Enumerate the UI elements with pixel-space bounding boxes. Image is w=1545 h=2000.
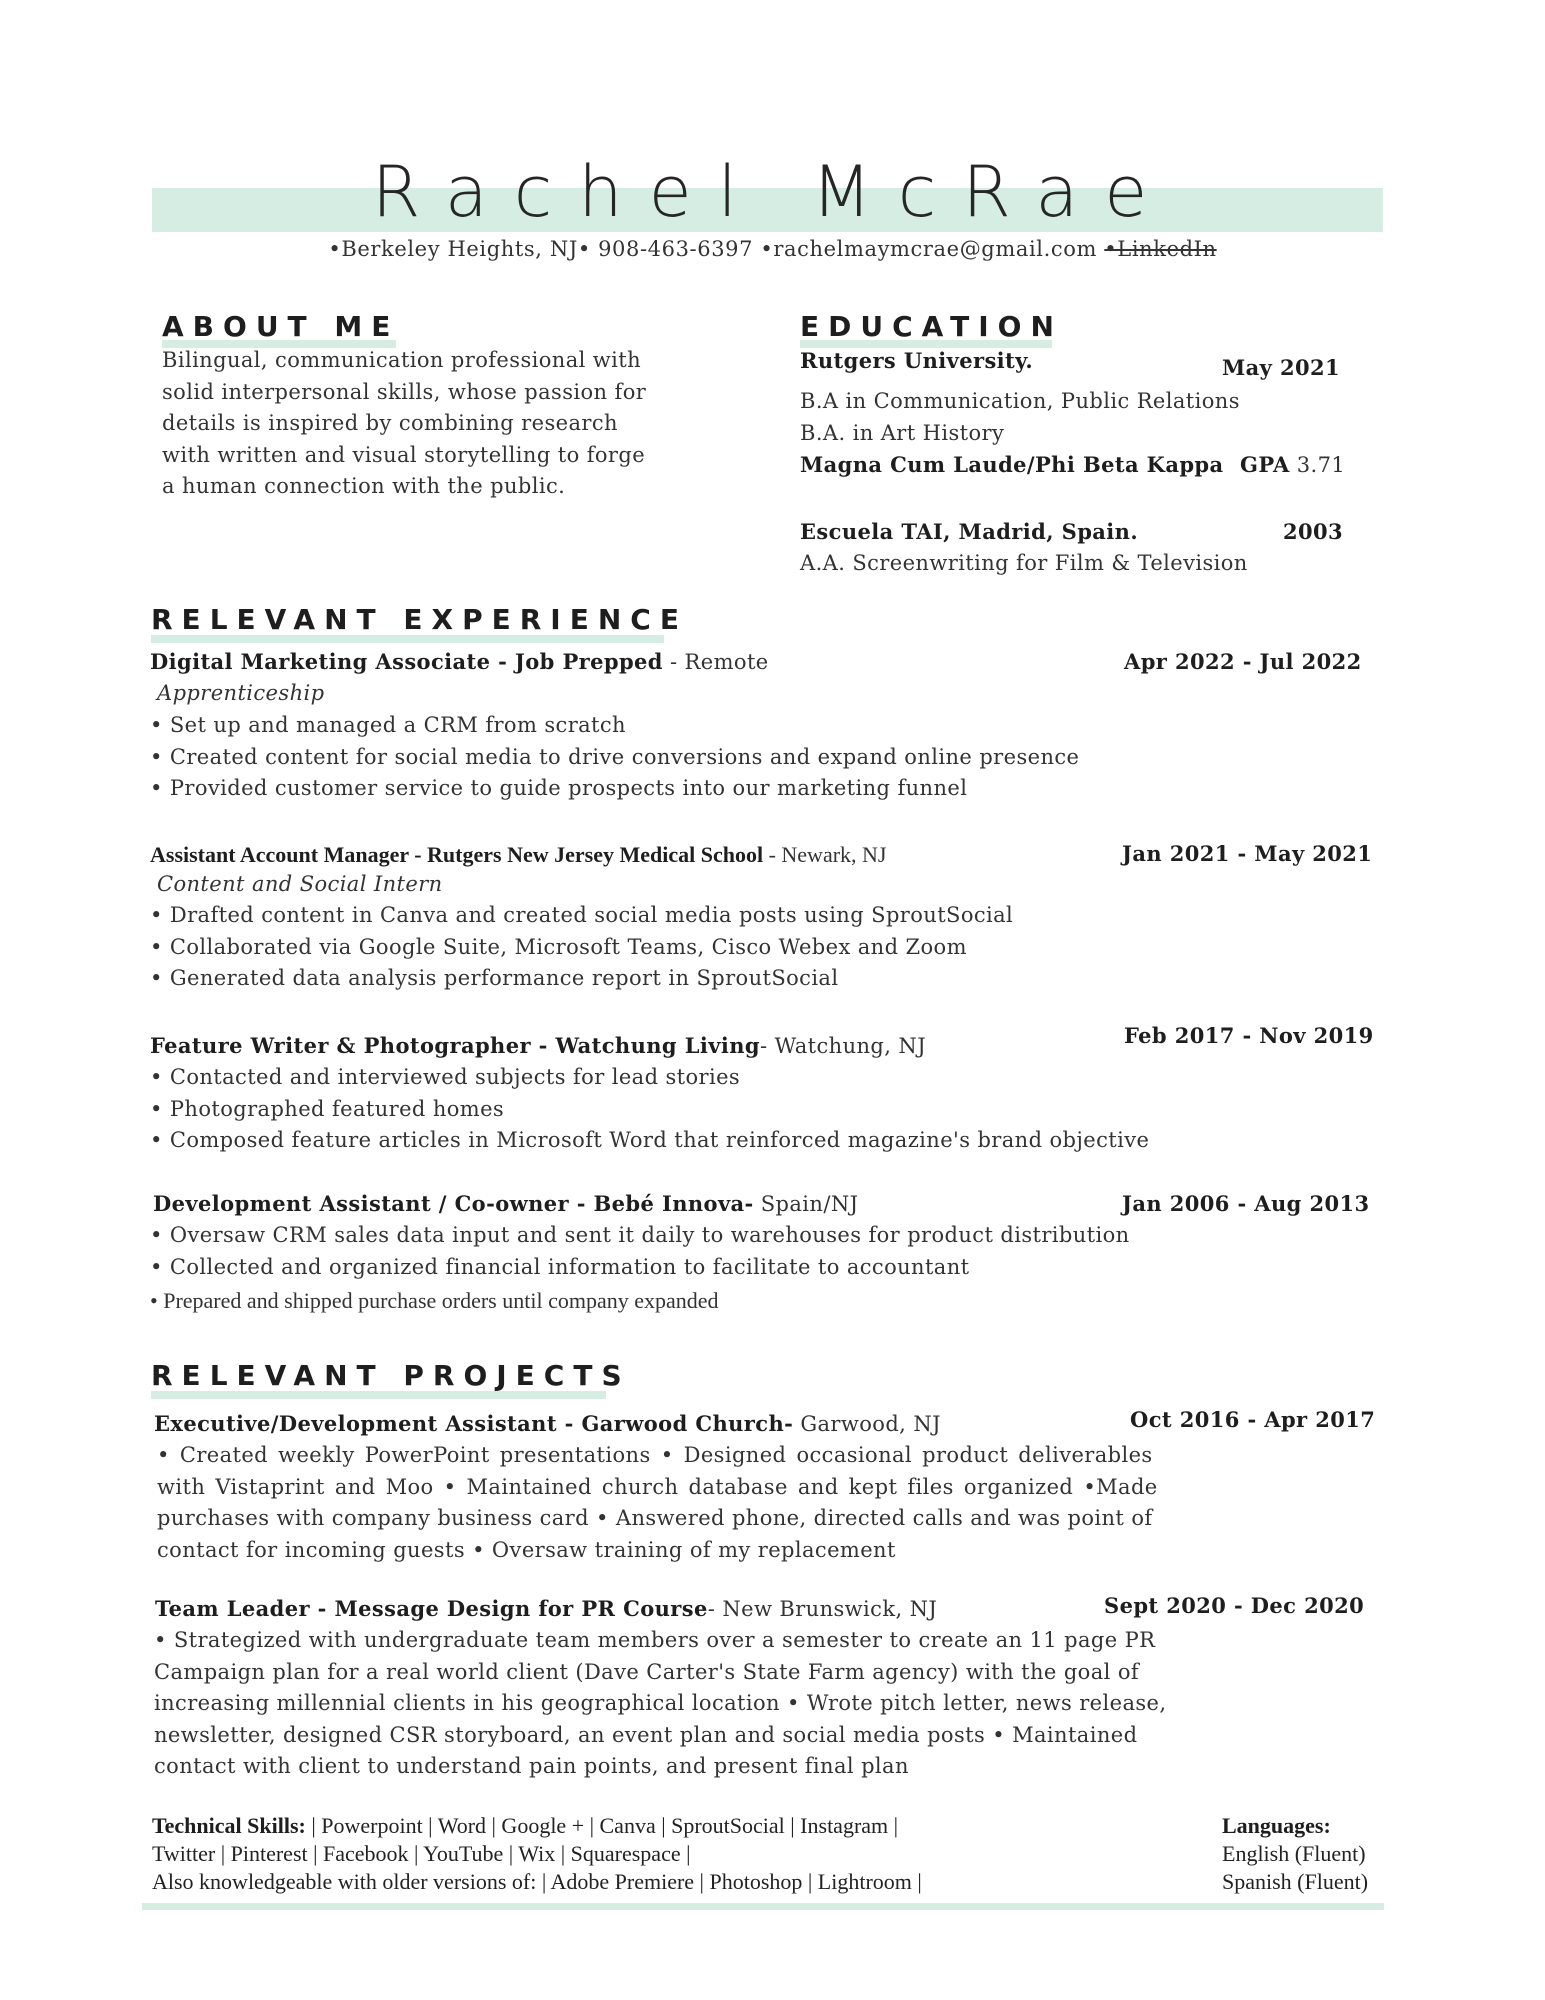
candidate-name: Rachel McRae: [371, 151, 1174, 233]
job-dates: Jan 2006 - Aug 2013: [1122, 1191, 1370, 1216]
project-dates: Oct 2016 - Apr 2017: [1130, 1407, 1376, 1432]
education-school-rutgers: Rutgers University.: [800, 348, 1034, 373]
job-bullet: • Created content for social media to drive conversions and expand online presence: [150, 744, 1080, 769]
project-line: newsletter, designed CSR storyboard, an event plan and social media posts • Maintained: [154, 1722, 1138, 1747]
job-dates: Jan 2021 - May 2021: [1122, 841, 1373, 866]
job-bullet: • Provided customer service to guide prospects into our marketing funnel: [150, 776, 968, 800]
education-degree-art: B.A. in Art History: [800, 421, 1005, 445]
job-title-line: [150, 842, 886, 868]
education-heading: EDUCATION: [800, 310, 1063, 343]
job-title-line: [150, 1030, 926, 1063]
project-location: - New Brunswick, NJ: [707, 1597, 938, 1621]
languages: [1222, 1812, 1368, 1896]
education-date-tai: 2003: [1283, 519, 1344, 544]
job-title: Digital Marketing Associate - Job Prepped: [150, 649, 663, 674]
gpa-label: GPA: [1240, 452, 1290, 477]
about-line: details is inspired by combining research: [162, 411, 618, 435]
gpa-value: 3.71: [1289, 453, 1346, 477]
job-bullets: [150, 710, 1079, 805]
project-line: increasing millennial clients in his geographical location • Wrote pitch letter, news release,: [154, 1691, 1167, 1715]
skills-label: Technical Skills:: [152, 1813, 306, 1838]
project-line: with Vistaprint and Moo • Maintained church database and kept files organized •Made: [157, 1474, 1158, 1499]
linkedin-link[interactable]: •LinkedIn: [1104, 237, 1217, 261]
project-line: Campaign plan for a real world client (Dave Carter's State Farm agency) with the goal of: [154, 1659, 1140, 1684]
job-bullets: [150, 1062, 1149, 1157]
job-bullet: • Collaborated via Google Suite, Microsoft Teams, Cisco Webex and Zoom: [150, 934, 967, 959]
job-bullet: • Photographed featured homes: [150, 1096, 505, 1121]
job-dates: Apr 2022 - Jul 2022: [1124, 649, 1362, 674]
education-degree-screenwriting: A.A. Screenwriting for Film & Television: [800, 551, 1248, 575]
job-location: - Remote: [662, 650, 769, 674]
project-title-line: [155, 1593, 937, 1626]
about-line: with written and visual storytelling to forge: [162, 442, 646, 467]
job-bullet: • Collected and organized financial information to facilitate to accountant: [150, 1254, 970, 1279]
project-title-line: [154, 1408, 941, 1441]
projects-heading: RELEVANT PROJECTS: [151, 1359, 631, 1392]
about-line: a human connection with the public.: [162, 474, 566, 498]
job-subtitle: Content and Social Intern: [157, 872, 443, 896]
about-line: solid interpersonal skills, whose passion for: [162, 379, 647, 404]
language-item: English (Fluent): [1222, 1841, 1366, 1866]
languages-label: Languages:: [1222, 1813, 1331, 1838]
project-dates: Sept 2020 - Dec 2020: [1104, 1593, 1365, 1618]
about-line: Bilingual, communication professional with: [162, 348, 642, 372]
contact-line: [0, 237, 1545, 261]
job-dates: Feb 2017 - Nov 2019: [1124, 1023, 1374, 1048]
job-bullet: • Set up and managed a CRM from scratch: [150, 713, 626, 737]
skills-line: Also knowledgeable with older versions of: | Adobe Premiere | Photoshop | Lightroom |: [152, 1869, 922, 1894]
job-title: Feature Writer & Photographer - Watchung Living: [150, 1033, 760, 1058]
contact-details: •Berkeley Heights, NJ• 908-463-6397 •rachelmaymcrae@gmail.com: [328, 237, 1105, 261]
footer-rule: [142, 1903, 1384, 1910]
job-location: - Watchung, NJ: [760, 1034, 927, 1058]
project-line: • Strategized with undergraduate team members over a semester to create an 11 page PR: [154, 1628, 1156, 1652]
language-item: Spanish (Fluent): [1222, 1869, 1369, 1894]
about-text: [162, 345, 682, 503]
job-bullet: • Oversaw CRM sales data input and sent it daily to warehouses for product distribution: [150, 1223, 1130, 1247]
skills-line: Twitter | Pinterest | Facebook | YouTube | Wix | Squarespace |: [152, 1841, 691, 1866]
job-subtitle: Apprenticeship: [157, 681, 325, 705]
job-title: Development Assistant / Co-owner - Bebé Innova-: [153, 1191, 754, 1216]
education-school-tai: Escuela TAI, Madrid, Spain.: [800, 519, 1139, 544]
project-title: Team Leader - Message Design for PR Course: [155, 1596, 708, 1621]
job-bullets: [150, 900, 1013, 995]
experience-heading: RELEVANT EXPERIENCE: [151, 603, 688, 636]
project-description: [157, 1440, 1187, 1566]
about-heading: ABOUT ME: [162, 310, 400, 343]
job-bullet: • Composed feature articles in Microsoft Word that reinforced magazine's brand objective: [150, 1128, 1150, 1152]
project-line: • Created weekly PowerPoint presentations • Designed occasional product deliverables: [157, 1443, 1153, 1467]
project-line: purchases with company business card • Answered phone, directed calls and was point of: [157, 1506, 1153, 1530]
technical-skills: [152, 1812, 922, 1896]
job-location: Spain/NJ: [753, 1192, 859, 1216]
job-bullet: • Generated data analysis performance report in SproutSocial: [150, 966, 839, 990]
job-bullet: • Prepared and shipped purchase orders until company expanded: [150, 1288, 719, 1313]
job-title-line: [153, 1188, 858, 1221]
job-bullets: [150, 1220, 1130, 1283]
job-bullet: • Contacted and interviewed subjects for lead stories: [150, 1065, 741, 1089]
skills-list: | Powerpoint | Word | Google + | Canva | SproutSocial | Instagram |: [305, 1813, 899, 1838]
education-degree-comm: B.A in Communication, Public Relations: [800, 389, 1240, 413]
education-gpa: [1240, 449, 1345, 482]
project-line: contact for incoming guests • Oversaw training of my replacement: [157, 1537, 896, 1562]
project-title: Executive/Development Assistant - Garwood Church-: [154, 1411, 794, 1436]
job-title-line: [150, 646, 769, 679]
education-date-rutgers: May 2021: [1222, 355, 1341, 380]
project-line: contact with client to understand pain points, and present final plan: [154, 1754, 909, 1778]
job-bullet: • Drafted content in Canva and created social media posts using SproutSocial: [150, 903, 1014, 927]
project-description: [154, 1625, 1166, 1783]
skills-line: [152, 1812, 922, 1840]
project-location: Garwood, NJ: [793, 1412, 941, 1436]
education-honors: Magna Cum Laude/Phi Beta Kappa: [800, 452, 1224, 477]
job-title: Assistant Account Manager - Rutgers New Jersey Medical School: [150, 842, 764, 867]
job-location: - Newark, NJ: [763, 842, 887, 867]
